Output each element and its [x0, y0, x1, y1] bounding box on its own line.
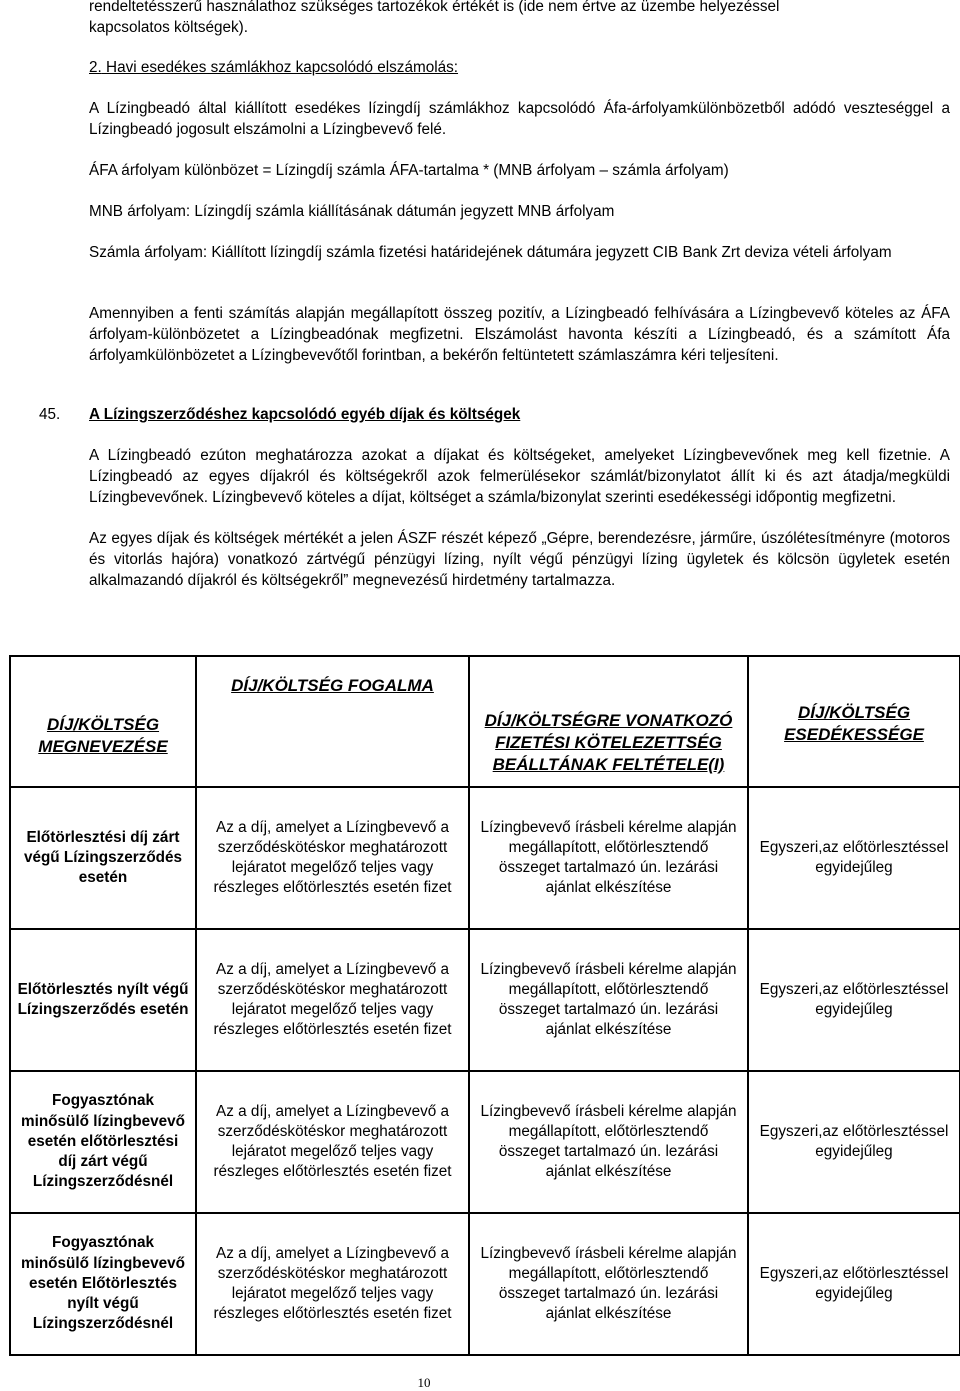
header-fee-concept: DÍJ/KÖLTSÉG FOGALMA — [196, 656, 469, 787]
fee-condition-cell: Lízingbevevő írásbeli kérelme alapján megállapított, előtörlesztendő összeget tartalmazó ún. lezárási ajánlat elkészítése — [469, 929, 748, 1071]
fee-due-cell: Egyszeri,az előtörlesztéssel egyidejűleg — [748, 929, 960, 1071]
header-fee-condition: DÍJ/KÖLTSÉGRE VONATKOZÓ FIZETÉSI KÖTELEZETTSÉG BEÁLLTÁNAK FELTÉTELE(I) — [469, 656, 748, 787]
header-fee-name: DÍJ/KÖLTSÉG MEGNEVEZÉSE — [10, 656, 196, 787]
fee-due-cell: Egyszeri,az előtörlesztéssel egyidejűleg — [748, 1213, 960, 1355]
section-2-title: Havi esedékes számlákhoz kapcsolódó elszámolás: — [106, 59, 459, 76]
section-2-paragraph: A Lízingbeadó által kiállított esedékes lízingdíj számlákhoz kapcsolódó Áfa-árfolyamkülönbözetből adódó veszteséggel a Lízingbeadó jogosult elszámolni a Lízingbevevő felé. — [89, 100, 950, 138]
table-row — [10, 929, 960, 1071]
fee-due-cell: Egyszeri,az előtörlesztéssel egyidejűleg — [748, 787, 960, 929]
fee-concept-cell: Az a díj, amelyet a Lízingbevevő a szerződéskötéskor meghatározott lejáratot megelőző teljes vagy részleges előtörlesztés esetén fizet — [196, 1071, 469, 1213]
section-2-heading — [89, 57, 458, 78]
szamla-definition: Számla árfolyam: Kiállított lízingdíj számla fizetési határidejének dátumára jegyzett CIB Bank Zrt deviza vételi árfolyam — [89, 244, 892, 261]
section-45-paragraph-2: Az egyes díjak és költségek mértékét a jelen ÁSZF részét képező „Gépre, berendezésre, járműre, úszólétesítményre (motoros és vitorlás hajóra) vonatkozó zártvégű pénzügyi lízing, nyílt végű pénzügyi lízing ügyletek és kölcsön ügyletek esetén alkalmazandó díjakról és költségekről” megnevezésű hirdetmény tartalmazza. — [89, 530, 950, 589]
intro-line-2: kapcsolatos költségek). — [89, 19, 248, 36]
fee-condition-cell: Lízingbevevő írásbeli kérelme alapján megállapított, előtörlesztendő összeget tartalmazó ún. lezárási ajánlat elkészítése — [469, 1213, 748, 1355]
afa-formula: ÁFA árfolyam különbözet = Lízingdíj számla ÁFA-tartalma * (MNB árfolyam – számla árfolyam) — [89, 162, 729, 179]
header-fee-due: DÍJ/KÖLTSÉG ESEDÉKESSÉGE — [748, 656, 960, 787]
amennyiben-paragraph: Amennyiben a fenti számítás alapján megállapított összeg pozitív, a Lízingbeadó felhívására a Lízingbevevő köteles az ÁFA árfolyam-különbözetet a Lízingbeadónak megfizetni. Elszámolást havonta készíti a Lízingbeadó, és a számított Áfa árfolyamkülönbözetet a Lízingbevevőtől forintban, a bekérőn feltüntetett számlaszámra kéri teljesíteni. — [89, 305, 950, 364]
fee-name-cell: Fogyasztónak minősülő lízingbevevő esetén Előtörlesztés nyílt végű Lízingszerződésnél — [10, 1213, 196, 1355]
intro-line-1: rendeltetésszerű használathoz szükséges tartozékok értékét is (ide nem értve az üzembe helyezéssel — [89, 0, 780, 15]
section-45-number: 45. — [39, 406, 61, 423]
fee-name-cell: Előtörlesztés nyílt végű Lízingszerződés esetén — [10, 929, 196, 1071]
fee-name-cell: Előtörlesztési díj zárt végű Lízingszerződés esetén — [10, 787, 196, 929]
section-45-heading: A Lízingszerződéshez kapcsolódó egyéb díjak és költségek — [89, 406, 521, 423]
fee-condition-cell: Lízingbevevő írásbeli kérelme alapján megállapított, előtörlesztendő összeget tartalmazó ún. lezárási ajánlat elkészítése — [469, 787, 748, 929]
fee-concept-cell: Az a díj, amelyet a Lízingbevevő a szerződéskötéskor meghatározott lejáratot megelőző teljes vagy részleges előtörlesztés esetén fizet — [196, 929, 469, 1071]
page-number: 10 — [417, 1375, 431, 1390]
fee-concept-cell: Az a díj, amelyet a Lízingbevevő a szerződéskötéskor meghatározott lejáratot megelőző teljes vagy részleges előtörlesztés esetén fizet — [196, 787, 469, 929]
fee-concept-cell: Az a díj, amelyet a Lízingbevevő a szerződéskötéskor meghatározott lejáratot megelőző teljes vagy részleges előtörlesztés esetén fizet — [196, 1213, 469, 1355]
fees-table — [9, 655, 960, 1356]
section-45-paragraph-1: A Lízingbeadó ezúton meghatározza azokat a díjakat és költségeket, amelyeket Lízingbevevőnek meg kell fizetnie. A Lízingbeadó az egyes díjakról és költségekről azok felmerülésekor számlát/bizonylatot állít ki és azt átadja/megküldi Lízingbevevőnek. Lízingbevevő köteles a díjat, költséget a számla/bizonylat szerinti esedékességi időpontig megfizetni. — [89, 447, 950, 506]
table-row — [10, 787, 960, 929]
table-header-row — [10, 656, 960, 787]
mnb-definition: MNB árfolyam: Lízingdíj számla kiállításának dátumán jegyzett MNB árfolyam — [89, 203, 615, 220]
table-row — [10, 1071, 960, 1213]
fee-name-cell: Fogyasztónak minősülő lízingbevevő esetén előtörlesztési díj zárt végű Lízingszerződésnél — [10, 1071, 196, 1213]
table-row — [10, 1213, 960, 1355]
section-2-number: 2. — [89, 59, 102, 76]
fee-due-cell: Egyszeri,az előtörlesztéssel egyidejűleg — [748, 1071, 960, 1213]
fee-condition-cell: Lízingbevevő írásbeli kérelme alapján megállapított, előtörlesztendő összeget tartalmazó ún. lezárási ajánlat elkészítése — [469, 1071, 748, 1213]
